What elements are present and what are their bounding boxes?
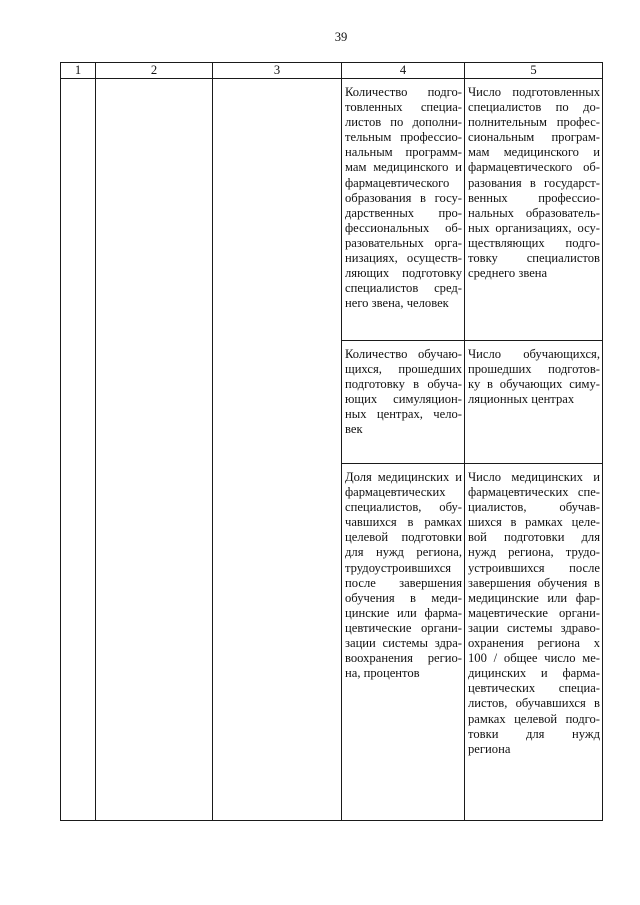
indicator-text (342, 341, 464, 438)
calculation-line: фармацевтических спе- (468, 485, 600, 500)
calculation-line: Число обучающихся, (468, 347, 600, 361)
calculation-line: нужд региона, трудо- (468, 545, 600, 560)
calculation-line: прошедших подготов- (468, 362, 600, 377)
indicator-cell (342, 341, 465, 464)
calculation-line: полнительным профес- (468, 115, 600, 130)
indicator-line: товленных специа- (345, 100, 462, 115)
indicator-line: листов по дополни- (345, 115, 462, 130)
indicator-text (342, 79, 464, 311)
calculation-text (465, 341, 602, 407)
calculation-line: шихся в рамках целе- (468, 515, 600, 530)
indicator-cell (342, 464, 465, 821)
indicator-line: дарственных про- (345, 205, 462, 220)
calculation-line: дицинских и фарма- (468, 666, 600, 681)
calculation-line: венных профессио- (468, 190, 600, 205)
calculation-line: ку в обучающих симу- (468, 377, 600, 392)
empty-cell-col-1 (61, 79, 96, 821)
table-row (61, 79, 603, 341)
indicator-line: образования в госу- (345, 190, 462, 205)
calculation-line: товки для нужд (468, 726, 600, 741)
indicator-line: специалистов сред- (345, 281, 462, 296)
indicator-line: век (345, 422, 363, 437)
indicator-line: воохранения регио- (345, 651, 462, 666)
calculation-line: устроившихся после (468, 560, 600, 575)
calculation-line: среднего звена (468, 266, 548, 281)
indicator-cell (342, 79, 465, 341)
indicator-line: цинские или фарма- (345, 605, 462, 620)
calculation-line: циалистов, обучав- (468, 500, 600, 515)
indicator-line: чавшихся в рамках (345, 515, 462, 530)
indicator-line: ных центрах, чело- (345, 407, 462, 422)
indicator-line: целевой подготовки (345, 530, 462, 545)
calculation-line: вой подготовки для (468, 530, 600, 545)
indicator-line: щихся, прошедших (345, 362, 462, 377)
indicator-line: зации системы здра- (345, 636, 462, 651)
indicator-line: нальным программ- (345, 145, 462, 160)
column-number-2: 2 (96, 63, 213, 79)
indicators-table (60, 62, 603, 821)
indicator-line: фармацевтических (345, 485, 446, 500)
calculation-line: ляционных центрах (468, 392, 575, 407)
column-number-4: 4 (342, 63, 465, 79)
indicator-line: тельным профессио- (345, 130, 462, 145)
indicator-line: трудоустроившихся (345, 560, 452, 575)
indicator-line: обучения в меди- (345, 590, 462, 605)
indicator-line: фессиональных об- (345, 220, 462, 235)
indicator-line: ляющих подготовку (345, 266, 462, 281)
indicator-line: для нужд региона, (345, 545, 462, 560)
calculation-line: нальных образователь- (468, 205, 600, 220)
indicator-line: мам медицинского и (345, 160, 462, 175)
calculation-line: зации системы здраво- (468, 620, 600, 635)
indicator-line: Количество обучаю- (345, 347, 462, 361)
calculation-line: ных организациях, осу- (468, 220, 600, 235)
calculation-line: товку специалистов (468, 251, 600, 266)
calculation-cell (465, 464, 603, 821)
calculation-cell (465, 79, 603, 341)
indicator-line: цевтические органи- (345, 620, 462, 635)
indicator-line: него звена, человек (345, 296, 449, 311)
empty-cell-col-2 (96, 79, 213, 821)
indicator-line: низациях, осуществ- (345, 251, 462, 266)
calculation-line: рамках целевой подго- (468, 711, 600, 726)
calculation-text (465, 79, 602, 281)
calculation-line: сиональным програм- (468, 130, 600, 145)
indicator-line: после завершения (345, 575, 462, 590)
page-number: 39 (334, 30, 348, 44)
calculation-line: Число медицинских и (468, 470, 600, 484)
calculation-line: специалистов по до- (468, 100, 600, 115)
column-number-3: 3 (213, 63, 342, 79)
calculation-line: завершения обучения в (468, 575, 600, 590)
calculation-line: разования в государст- (468, 175, 600, 190)
indicator-line: специалистов, обу- (345, 500, 462, 515)
column-number-1: 1 (61, 63, 96, 79)
column-number-5: 5 (465, 63, 603, 79)
calculation-line: региона (468, 741, 511, 756)
calculation-line: мам медицинского и (468, 145, 600, 160)
calculation-line: листов, обучавшихся в (468, 696, 600, 711)
calculation-text (465, 464, 602, 757)
calculation-cell (465, 341, 603, 464)
calculation-line: мацевтические органи- (468, 605, 600, 620)
empty-cell-col-3 (213, 79, 342, 821)
indicator-text (342, 464, 464, 681)
calculation-line: медицинские или фар- (468, 590, 600, 605)
calculation-line: охранения региона х (468, 636, 600, 651)
indicator-line: подготовку в обуча- (345, 377, 462, 392)
indicator-line: разовательных орга- (345, 235, 462, 250)
indicator-line: ющих симуляцион- (345, 392, 462, 407)
indicator-line: фармацевтического (345, 175, 450, 190)
calculation-line: фармацевтического об- (468, 160, 600, 175)
calculation-line: 100 / общее число ме- (468, 651, 600, 666)
calculation-line: цевтических специа- (468, 681, 600, 696)
indicator-line: Количество подго- (345, 85, 462, 99)
calculation-line: Число подготовленных (468, 85, 600, 99)
calculation-line: ществляющих подго- (468, 235, 600, 250)
indicator-line: на, процентов (345, 666, 420, 681)
column-number-row (61, 63, 603, 79)
indicator-line: Доля медицинских и (345, 470, 462, 484)
